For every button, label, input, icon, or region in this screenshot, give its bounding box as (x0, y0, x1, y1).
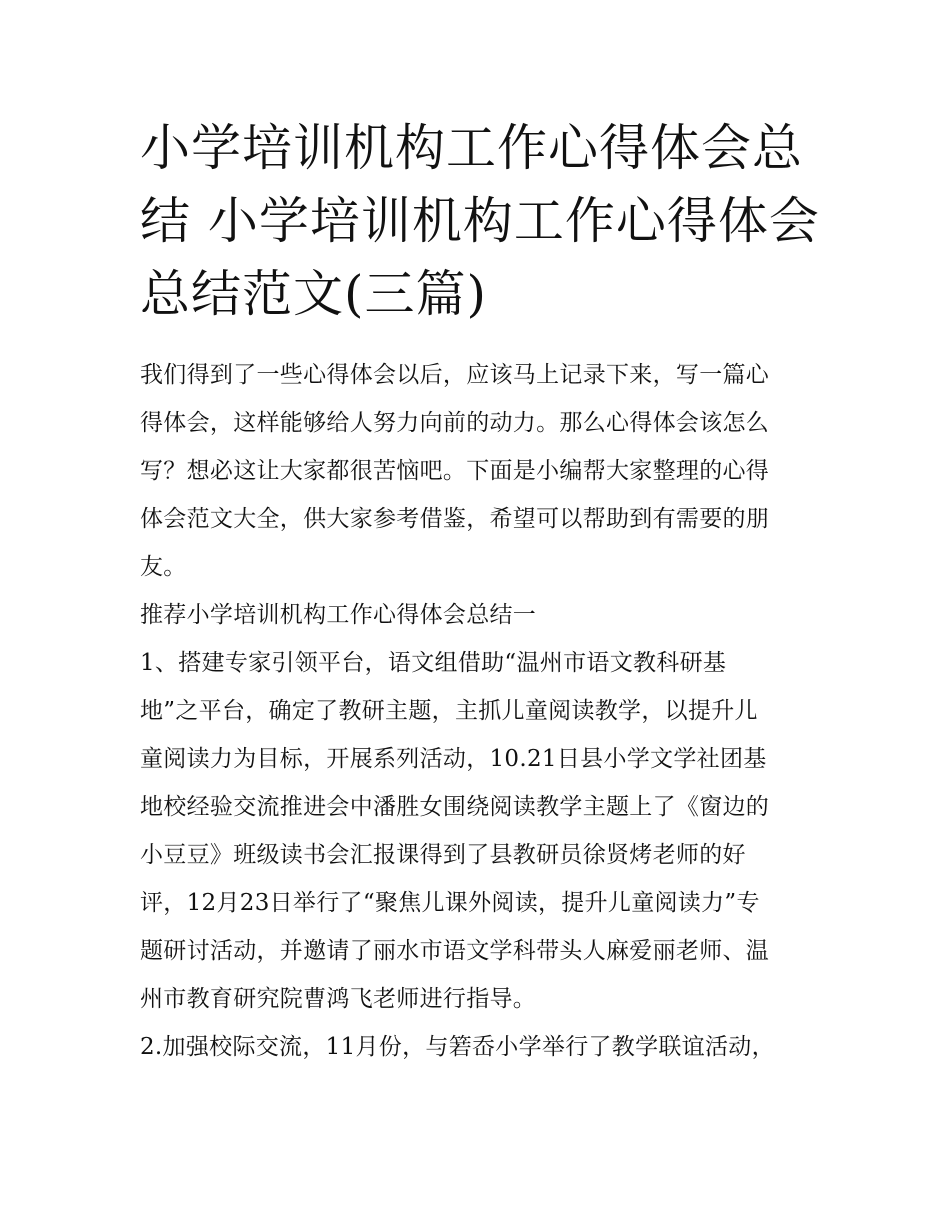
text-line: 评，12月23日举行了“聚焦儿课外阅读，提升儿童阅读力”专 (140, 890, 760, 916)
intro-paragraph (140, 351, 816, 591)
text-line: 友。 (140, 554, 187, 580)
document-title (140, 112, 820, 331)
item-1-paragraph (140, 639, 816, 1023)
text-line: 写？想必这让大家都很苦恼吧。下面是小编帮大家整理的心得 (140, 458, 770, 484)
text-line: 体会范文大全，供大家参考借鉴，希望可以帮助到有需要的朋 (140, 506, 770, 532)
text-line: 童阅读力为目标，开展系列活动，10.21日县小学文学社团基 (140, 746, 767, 772)
section-heading (140, 591, 816, 639)
text-line: 得体会，这样能够给人努力向前的动力。那么心得体会该怎么 (140, 410, 770, 436)
document-page (140, 112, 820, 1071)
text-line: 推荐小学培训机构工作心得体会总结一 (140, 602, 537, 628)
text-line: 题研讨活动，并邀请了丽水市语文学科带头人麻爱丽老师、温 (140, 938, 770, 964)
title-line: 结 小学培训机构工作心得体会 (140, 192, 820, 250)
text-line: 2.加强校际交流，11月份，与箬岙小学举行了教学联谊活动， (140, 1034, 775, 1060)
title-line: 小学培训机构工作心得体会总 (140, 119, 803, 177)
text-line: 地校经验交流推进会中潘胜女围绕阅读教学主题上了《窗边的 (140, 794, 770, 820)
text-line: 小豆豆》班级读书会汇报课得到了县教研员徐贤烤老师的好 (140, 842, 746, 868)
text-line: 地”之平台，确定了教研主题，主抓儿童阅读教学，以提升儿 (140, 698, 758, 724)
text-line: 我们得到了一些心得体会以后，应该马上记录下来，写一篇心 (140, 362, 770, 388)
title-line: 总结范文(三篇) (140, 265, 488, 323)
text-line: 州市教育研究院曹鸿飞老师进行指导。 (140, 986, 537, 1012)
text-line: 1、搭建专家引领平台，语文组借助“温州市语文教科研基 (140, 650, 727, 676)
item-2-paragraph (140, 1023, 816, 1071)
